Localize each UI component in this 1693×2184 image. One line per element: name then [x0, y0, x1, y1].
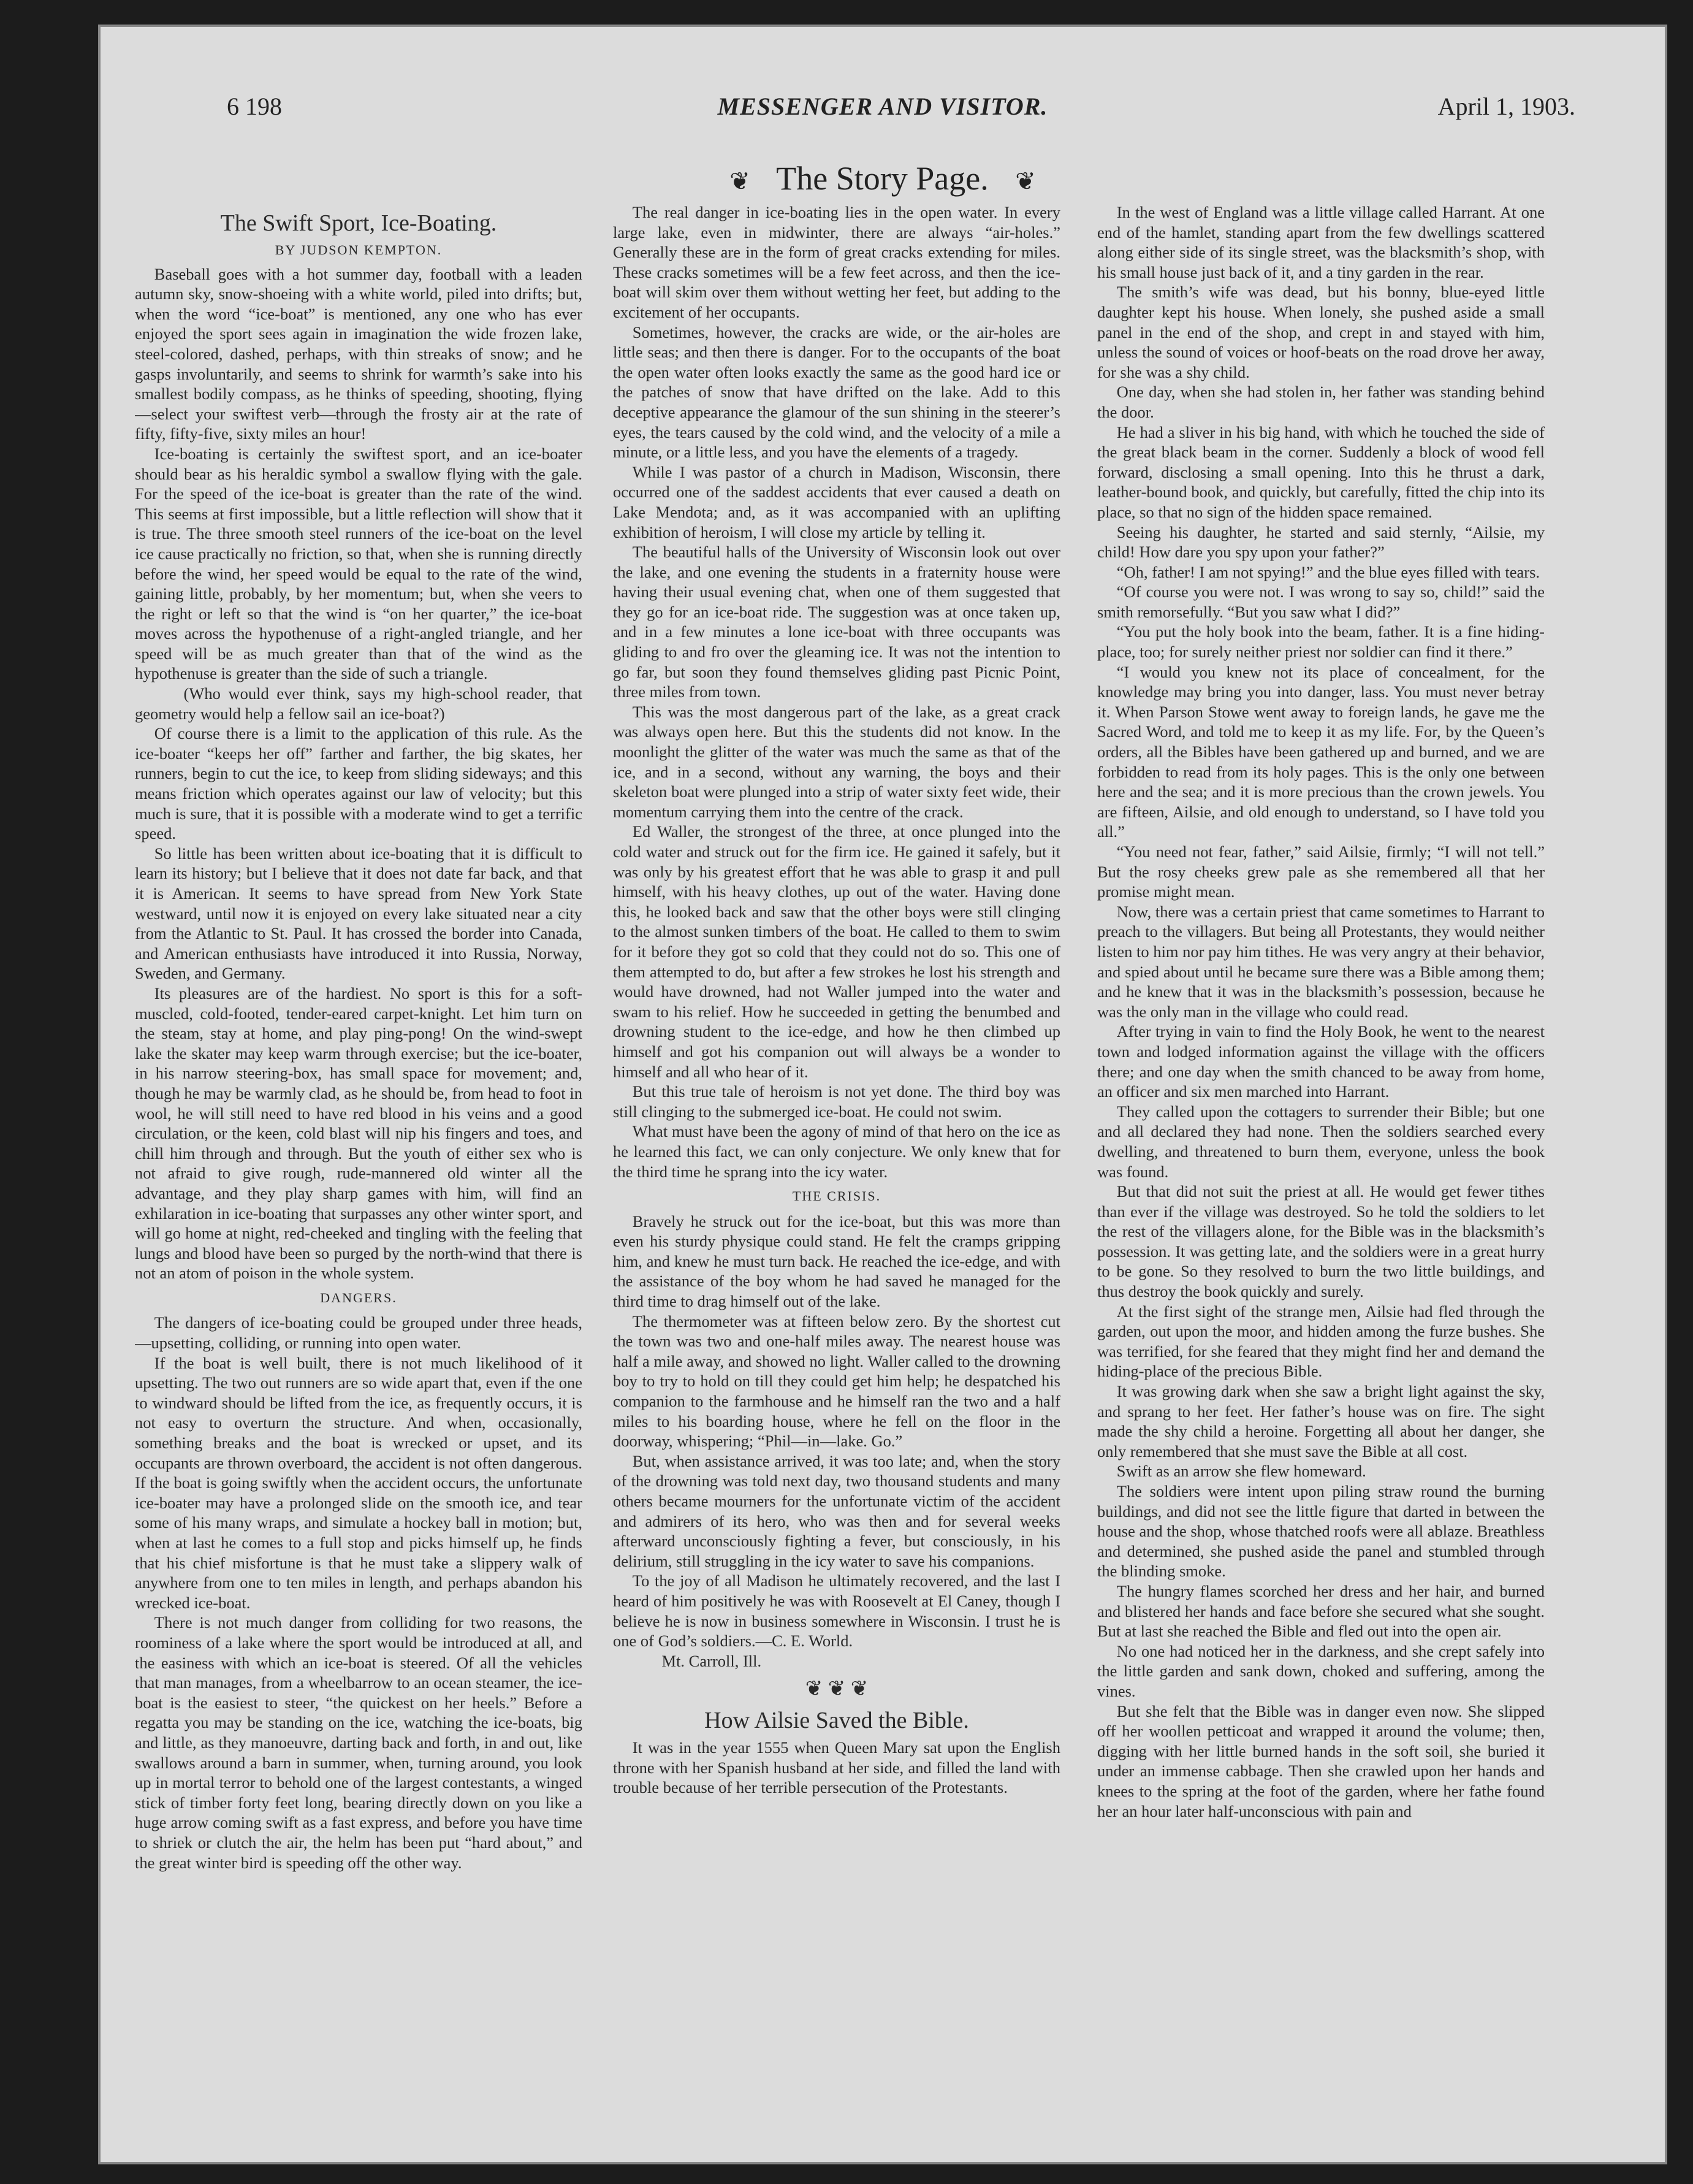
paragraph: The beautiful halls of the University of Wisconsin look out over the lake, and one evening the students in a fraternity house were having their usual evening chat, when one of them suggested that they go for an ice-boat ride. The suggestion was at once taken up, and in a few minutes a lone ice-boat with three occupants was gliding to and fro over the gleaming ice. It was not the intention to go far, but soon they found themselves gliding past Picnic Point, three miles from town.: [613, 543, 1060, 701]
paragraph: One day, when she had stolen in, her father was standing behind the door.: [1097, 383, 1545, 421]
paragraph: But she felt that the Bible was in danger even now. She slipped off her woollen petticoat and wrapped it around the volume; then, digging with her little burned hands in the soft soil, she buried it under an immense cabbage. Then she crawled upon her hands and knees to the spring at the foot of the garden, where her fathe found her an hour later half-unconscious with pain and: [1097, 1701, 1545, 1820]
paragraph: “Of course you were not. I was wrong to say so, child!” said the smith remorsefully. “But you saw what I did?”: [1097, 582, 1545, 621]
column-1: [135, 202, 582, 2128]
paragraph: Of course there is a limit to the application of this rule. As the ice-boater “keeps her off” farther and farther, the big skates, her runners, begin to cut the ice, to keep from sliding sideways; and this means friction which operates against our law of velocity; but this much is sure, that it is possible with a moderate wind to get a terrific speed.: [135, 724, 582, 843]
leaf-ornament-icon: ❦: [729, 167, 750, 195]
paragraph: Baseball goes with a hot summer day, football with a leaden autumn sky, snow-shoeing with a white world, piled into drifts; but, when the word “ice-boat” is mentioned, any one who has ever enjoyed the sport sees again in imagination the wide frozen lake, steel-colored, dashed, perhaps, with thin streaks of snow; and he gasps involuntarily, and seems to shrink for warmth’s sake into his smallest bodily compass, as he thinks of speeding, shooting, flying—select your swiftest verb—through the frosty air at the rate of fifty, fifty-five, sixty miles an hour!: [135, 264, 582, 443]
paragraph: The dangers of ice-boating could be grouped under three heads,—upsetting, colliding, or running into open water.: [135, 1313, 582, 1353]
paragraph: Ice-boating is certainly the swiftest sport, and an ice-boater should bear as his heraldic symbol a swallow flying with the gale. For the speed of the ice-boat is greater than the rate of the wind. This seems at first impossible, but a little reflection will show that it is true. The three smooth steel runners of the ice-boat on the level ice cause practically no friction, so that, when she is running directly before the wind, her speed would be equal to the rate of the wind, gaining little, probably, by her momentum; but, when she veers to the right or left so that the wind is “on her quarter,” the ice-boat moves across the hypothenuse of a right-angled triangle, and her speed will be as much greater than that of the wind as the hypothenuse is greater than the side of such a triangle.: [135, 444, 582, 683]
paragraph: Now, there was a certain priest that came sometimes to Harrant to preach to the villagers. But being all Protestants, they would neither listen to him nor pay him tithes. He was very angry at their behavior, and spied about until he became sure there was a Bible among them; and he knew that it was in the blacksmith’s possession, because he was the only man in the village who could read.: [1097, 902, 1545, 1021]
section-title-text: The Story Page.: [776, 160, 989, 197]
paragraph: “You put the holy book into the beam, father. It is a fine hiding-place, too; for surely neither priest nor soldier can find it there.”: [1097, 622, 1545, 662]
signoff: Mt. Carroll, Ill.: [661, 1651, 762, 1670]
leaf-ornament-icon: ❦ ❦ ❦: [805, 1678, 869, 1701]
paragraph: Seeing his daughter, he started and said sternly, “Ailsie, my child! How dare you spy upon your father?”: [1097, 522, 1545, 562]
section-title: [98, 159, 1667, 197]
paragraph: It was in the year 1555 when Queen Mary sat upon the English throne with her Spanish husband at her side, and filled the land with trouble because of her terrible persecution of the Protestants.: [613, 1738, 1060, 1797]
paragraph: Ed Waller, the strongest of the three, at once plunged into the cold water and struck out for the firm ice. He gained it safely, but it was only by his greatest effort that he was able to grasp it and pull himself, with his heavy clothes, up out of the water. Having done this, he looked back and saw that the other boys were still clinging to the almost sunken timbers of the boat. He called to them to swim for it before they got so cold that they could not do so. This one of them attempted to do, but after a few strokes he lost his strength and would have drowned, had not Waller jumped into the water and swam to his relief. How he succeeded in getting the benumbed and drowning student to the ice-edge, and how he then climbed up himself and got his companion out will always be a wonder to himself and all who hear of it.: [613, 822, 1060, 1081]
paragraph: The smith’s wife was dead, but his bonny, blue-eyed little daughter kept his house. When lonely, she pushed aside a small panel in the end of the shop, and crept in and stayed with him, unless the sound of voices or hoof-beats on the road drove her away, for she was a shy child.: [1097, 283, 1545, 381]
paragraph: But, when assistance arrived, it was too late; and, when the story of the drowning was told next day, two thousand students and many others became mourners for the unfortunate victim of the accident and admirers of its hero, who was then and for several weeks afterward unconsciously fighting a fever, but consciously, in his delirium, still struggling in the icy water to save his companions.: [613, 1451, 1060, 1570]
paragraph: Bravely he struck out for the ice-boat, but this was more than even his sturdy physique could stand. He felt the cramps gripping him, and knew he must turn back. He reached the ice-edge, and with the assistance of the boy whom he had saved he managed for the third time to drag himself out of the lake.: [613, 1212, 1060, 1311]
paragraph: But that did not suit the priest at all. He would get fewer tithes than ever if the village was destroyed. So he told the soldiers to let the rest of the villagers alone, for the Bible was in the blacksmith’s possession. It was getting late, and the soldiers were in a great hurry to be gone. So they resolved to burn the two little buildings, and thus destroy the book quickly and surely.: [1097, 1182, 1545, 1301]
paragraph: No one had noticed her in the darkness, and she crept safely into the little garden and sank down, choked and suffering, among the vines.: [1097, 1641, 1545, 1700]
paragraph: “Oh, father! I am not spying!” and the blue eyes filled with tears.: [1116, 562, 1540, 581]
paragraph: “I would you knew not its place of concealment, for the knowledge may bring you into danger, lass. You must never betray it. When Parson Stowe went away to foreign lands, he gave me the Sacred Word, and told me to keep it as my life. For, by the Queen’s orders, all the Bibles have been gathered up and burned, and we are forbidden to read from its holy pages. This is the only one between here and the sea; and it is more precious than the crown jewels. You are fifteen, Ailsie, and old enough to understand, so I have told you all.”: [1097, 662, 1545, 841]
column-2: [613, 202, 1060, 2128]
subheading: THE CRISIS.: [792, 1188, 881, 1204]
paragraph: They called upon the cottagers to surrender their Bible; but one and all declared they had none. Then the soldiers searched every dwelling, and threatened to burn them, everyone, unless the book was found.: [1097, 1102, 1545, 1181]
paragraph: Swift as an arrow she flew homeward.: [1116, 1462, 1366, 1481]
paragraph: At the first sight of the strange men, Ailsie had fled through the garden, out upon the moor, and hidden among the furze bushes. She was terrified, for she feared that they might find her and demand the hiding-place of the precious Bible.: [1097, 1302, 1545, 1381]
paragraph: He had a sliver in his big hand, with which he touched the side of the great black beam in the corner. Suddenly a block of wood fell forward, disclosing a small opening. Into this he thrust a dark, leather-bound book, and quickly, but carefully, fitted the chip into its place, so that no sign of the hidden space remained.: [1097, 422, 1545, 521]
paragraph: “You need not fear, father,” said Ailsie, firmly; “I will not tell.” But the rosy cheeks grew pale as she remembered all that her promise might mean.: [1097, 842, 1545, 901]
paragraph: After trying in vain to find the Holy Book, he went to the nearest town and lodged information against the village with the officers there; and one day when the smith chanced to be away from home, an officer and six men marched into Harrant.: [1097, 1022, 1545, 1101]
paragraph: While I was pastor of a church in Madison, Wisconsin, there occurred one of the saddest accidents that ever caused a death on Lake Mendota; and, as it was accompanied with an uplifting exhibition of heroism, I will close my article by telling it.: [613, 462, 1060, 541]
leaf-ornament-icon: ❦: [1015, 167, 1036, 195]
paragraph: The real danger in ice-boating lies in the open water. In every large lake, even in midwinter, there are always “air-holes.” Generally these are in the form of great cracks extending for miles. These cracks sometimes will be a few feet across, and then the ice-boat will skim over them without wetting her feet, but adding to the excitement of her occupants.: [613, 203, 1060, 321]
subheading: DANGERS.: [320, 1289, 397, 1305]
paragraph: In the west of England was a little village called Harrant. At one end of the hamlet, standing apart from the few dwellings scattered along either side of its single street, was the blacksmith’s shop, with his small house just back of it, and a tiny garden in the rear.: [1097, 203, 1545, 281]
paragraph: (Who would ever think, says my high-school reader, that geometry would help a fellow sail an ice-boat?): [135, 684, 582, 723]
paragraph: It was growing dark when she saw a bright light against the sky, and sprang to her feet. Her father’s house was on fire. The sight made the shy child a heroine. Forgetting all about her danger, she only remembered that she must save the Bible at all cost.: [1097, 1382, 1545, 1460]
paragraph: Sometimes, however, the cracks are wide, or the air-holes are little seas; and then there is danger. For to the occupants of the boat the open water often looks exactly the same as the good hard ice or the patches of snow that have drifted on the lake. Add to this deceptive appearance the glamour of the sun shining in the steerer’s eyes, the tears caused by the cold wind, and the velocity of a mile a minute, or a little less, and you have the elements of a tragedy.: [613, 323, 1060, 462]
article-title: The Swift Sport, Ice-Boating.: [220, 210, 497, 236]
page-number: 6 198: [227, 93, 282, 120]
publication-title: MESSENGER AND VISITOR.: [717, 93, 1048, 120]
article-byline: BY JUDSON KEMPTON.: [275, 242, 443, 258]
paragraph: Its pleasures are of the hardiest. No sport is this for a soft-muscled, cold-footed, tender-eared carpet-knight. Let him turn on the steam, stay at home, and play ping-pong! On the wind-swept lake the skater may keep warm through exercise; but the ice-boater, in his narrow steering-box, has small space for movement; and, though he may be warmly clad, as he should be, from head to foot in wool, he will still need to have red blood in his veins and a good circulation, or the keen, cold blast will nip his fingers and toes, and chill him through and through. But the youth of either sex who is not afraid to give rough, rude-mannered old winter all the advantage, and they play sharp games with him, will find an exhilaration in ice-boating that surpasses any other winter sport, and will go home at night, red-cheeked and tingling with the feeling that lungs and blood have been so purged by the north-wind that there is not an atom of poison in the whole system.: [135, 983, 582, 1283]
article-title: How Ailsie Saved the Bible.: [704, 1707, 969, 1733]
issue-date: April 1, 1903.: [1437, 93, 1575, 120]
paragraph: To the joy of all Madison he ultimately recovered, and the last I heard of him positively he was with Roosevelt at El Caney, though I believe he is now in business somewhere in Wisconsin. I trust he is one of God’s soldiers.—C. E. World.: [613, 1571, 1060, 1651]
paragraph: If the boat is well built, there is not much likelihood of it upsetting. The two out runners are so wide apart that, even if the one to windward should be lifted from the ice, as frequently occurs, it is not easy to overturn the structure. And when, occasionally, something breaks and the boat is wrecked or upset, and its occupants are thrown overboard, the accident is not often dangerous. If the boat is going swiftly when the accident occurs, the unfortunate ice-boater may have a prolonged slide on the smooth ice, and tear some of his many wraps, and simulate a hockey ball in motion; but, when at last he comes to a full stop and picks himself up, he finds that his chief misfortune is that he must take a slippery walk of anywhere from one to ten miles in length, and perhaps abandon his wrecked ice-boat.: [135, 1353, 582, 1612]
paragraph: The hungry flames scorched her dress and her hair, and burned and blistered her hands and face before she secured what she sought. But at last she reached the Bible and fled out into the open air.: [1097, 1581, 1545, 1641]
column-3: [1097, 202, 1545, 2128]
paragraph: The soldiers were intent upon piling straw round the burning buildings, and did not see the little figure that darted in between the house and the shop, whose thatched roofs were all ablaze. Breathless and determined, she pushed aside the panel and stumbled through the blinding smoke.: [1097, 1482, 1545, 1581]
paragraph: But this true tale of heroism is not yet done. The third boy was still clinging to the submerged ice-boat. He could not swim.: [613, 1082, 1060, 1121]
paragraph: What must have been the agony of mind of that hero on the ice as he learned this fact, we can only conjecture. We only knew that for the third time he sprang into the icy water.: [613, 1122, 1060, 1181]
paragraph: There is not much danger from colliding for two reasons, the roominess of a lake where the sport would be introduced at all, and the easiness with which an ice-boat is steered. Of all the vehicles that man manages, from a wheelbarrow to an ocean steamer, the ice-boat is the easiest to steer, “the quickest on her heels.” Before a regatta you may be standing on the ice, watching the ice-boats, big and little, as they manoeuvre, darting back and forth, in and out, like swallows around a barn in summer, when, turning around, you look up in mortal terror to behold one of the largest contestants, a winged stick of timber forty feet long, bearing directly down on you like a huge arrow coming swift as a fast express, and before you have time to shriek or clutch the air, the helm has been put “hard about,” and the great winter bird is speeding off the other way.: [135, 1613, 582, 1872]
paragraph: The thermometer was at fifteen below zero. By the shortest cut the town was two and one-half miles away. The nearest house was half a mile away, and showed no light. Waller called to the drowning boy to try to hold on till they could get him help; he despatched his companion to the farmhouse and he himself ran the two and a half miles to his boarding house, where he fell on the floor in the doorway, whispering; “Phil—in—lake. Go.”: [613, 1312, 1060, 1451]
paragraph: This was the most dangerous part of the lake, as a great crack was always open here. But this the students did not know. In the moonlight the glitter of the water was much the same as that of the ice, and in a second, without any warning, the boys and their skeleton boat were plunged into a strip of water sixty feet wide, their momentum carrying them into the centre of the crack.: [613, 702, 1060, 821]
paragraph: So little has been written about ice-boating that it is difficult to learn its history; but I believe that it does not date far back, and that it is American. It seems to have spread from New York State westward, until now it is enjoyed on every lake situated near a city from the Atlantic to St. Paul. It has crossed the border into Canada, and American enthusiasts have introduced it into Russia, Norway, Sweden, and Germany.: [135, 844, 582, 983]
